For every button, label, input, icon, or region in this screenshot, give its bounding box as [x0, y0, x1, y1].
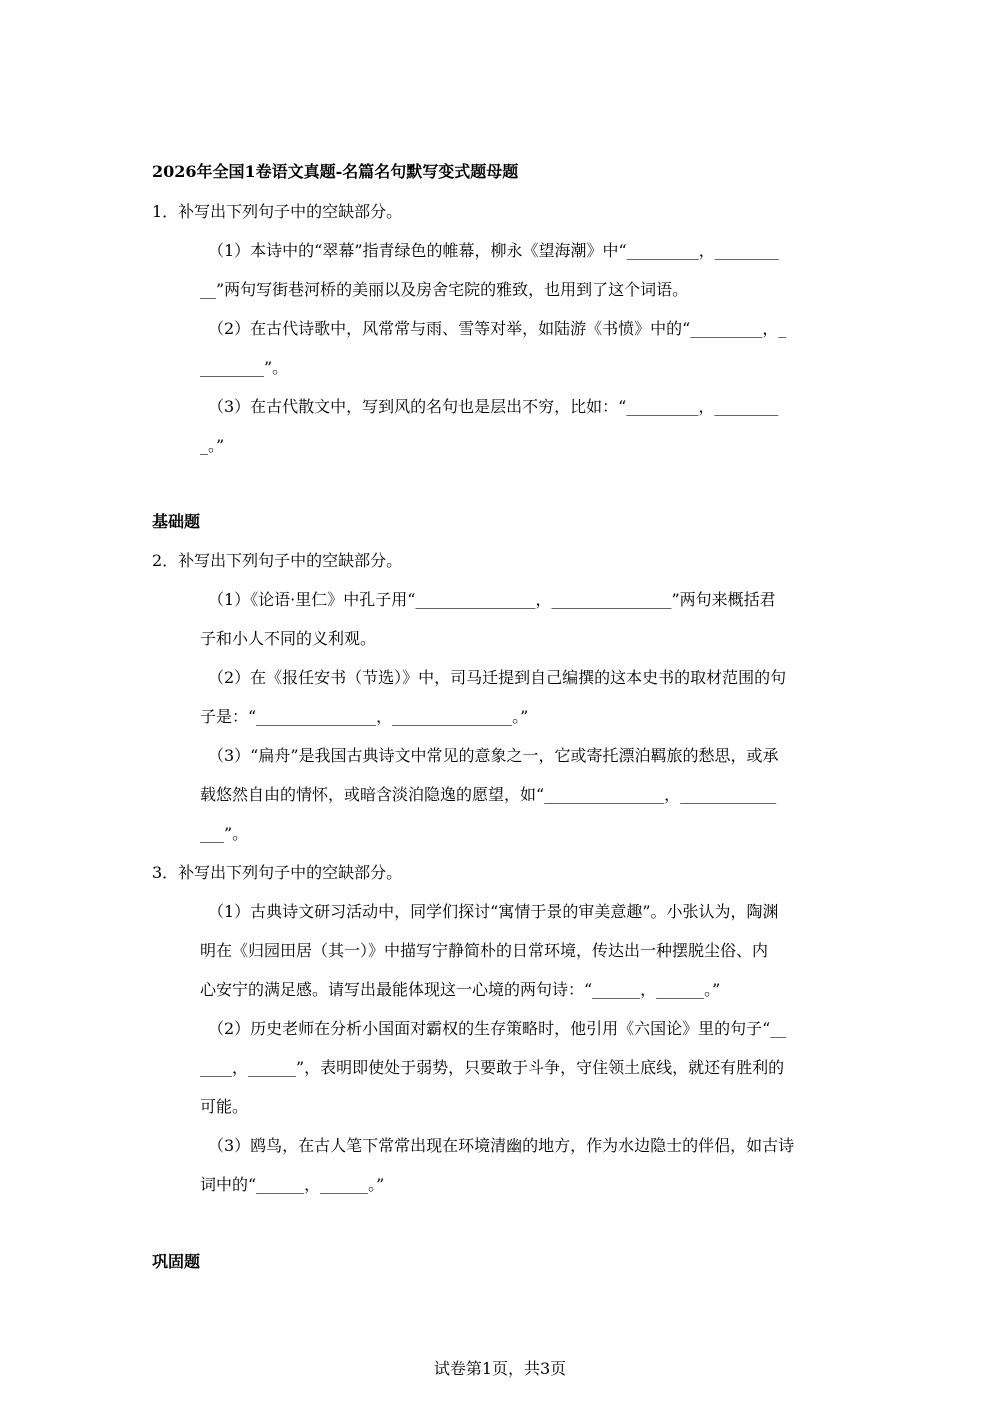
- question-3-stem: 3．补写出下列句子中的空缺部分。: [152, 863, 403, 882]
- sub-line: 载悠然自由的情怀，或暗含淡泊隐逸的愿望，如“_______________，____________: [200, 785, 777, 804]
- question-1-sub-2: [200, 309, 850, 387]
- sub-line: 心安宁的满足感。请写出最能体现这一心境的两句诗：“______，______。”: [200, 980, 721, 999]
- sub-line: （3）鸥鸟，在古人笔下常常出现在环境清幽的地方，作为水边隐士的伴侣，如古诗: [208, 1136, 795, 1155]
- sub-line: _。”: [200, 436, 225, 455]
- question-1-sub-3: [200, 387, 850, 465]
- section-heading-basic: 基础题: [152, 512, 201, 531]
- question-1-stem: 1．补写出下列句子中的空缺部分。: [152, 202, 403, 221]
- question-3-sub-3: [200, 1126, 850, 1204]
- sub-line: 子是：“_______________，_______________。”: [200, 707, 529, 726]
- sub-line: （1）本诗中的“翠幕”指青绿色的帷幕，柳永《望海潮》中“_________，________: [208, 241, 779, 260]
- sub-line: ________”。: [200, 358, 289, 377]
- sub-line: （3）“扁舟”是我国古典诗文中常见的意象之一，它或寄托漂泊羁旅的愁思，或承: [208, 746, 779, 765]
- sub-line: 子和小人不同的义利观。: [200, 629, 377, 648]
- document-title: 2026年全国1卷语文真题-名篇名句默写变式题母题: [152, 162, 519, 181]
- sub-line: ___”。: [200, 824, 249, 843]
- sub-line: （2）历史老师在分析小国面对霸权的生存策略时，他引用《六国论》里的句子“__: [208, 1019, 787, 1038]
- sub-line: （3）在古代散文中，写到风的名句也是层出不穷，比如：“_________，________: [208, 397, 779, 416]
- sub-line: __”两句写街巷河桥的美丽以及房舍宅院的雅致，也用到了这个词语。: [200, 280, 689, 299]
- sub-line: （2）在古代诗歌中，风常常与雨、雪等对举，如陆游《书愤》中的“_________，_: [208, 319, 787, 338]
- sub-line: ____，______”，表明即使处于弱势，只要敢于斗争，守住领土底线，就还有胜利的: [200, 1058, 785, 1077]
- question-2-stem: 2．补写出下列句子中的空缺部分。: [152, 551, 403, 570]
- sub-line: 可能。: [200, 1097, 249, 1116]
- sub-line: （1）古典诗文研习活动中，同学们探讨“寓情于景的审美意趣”。小张认为，陶渊: [208, 902, 779, 921]
- sub-line: （1）《论语·里仁》中孔子用“_______________，_______________”两句来概括君: [208, 590, 776, 609]
- sub-line: 明在《归园田居（其一）》中描写宁静简朴的日常环境，传达出一种摆脱尘俗、内: [200, 941, 769, 960]
- question-2-sub-1: [200, 580, 850, 658]
- question-3-sub-2: [200, 1009, 850, 1126]
- page-footer: 试卷第1页，共3页: [433, 1359, 567, 1378]
- question-2-sub-3: [200, 736, 850, 853]
- sub-line: 词中的“______，______。”: [200, 1175, 385, 1194]
- sub-line: （2）在《报任安书（节选）》中，司马迁提到自己编撰的这本史书的取材范围的句: [208, 668, 787, 687]
- question-2-sub-2: [200, 658, 850, 736]
- section-heading-consolidation: 巩固题: [152, 1252, 201, 1271]
- question-1-sub-1: [200, 231, 850, 309]
- question-3-sub-1: [200, 892, 850, 1009]
